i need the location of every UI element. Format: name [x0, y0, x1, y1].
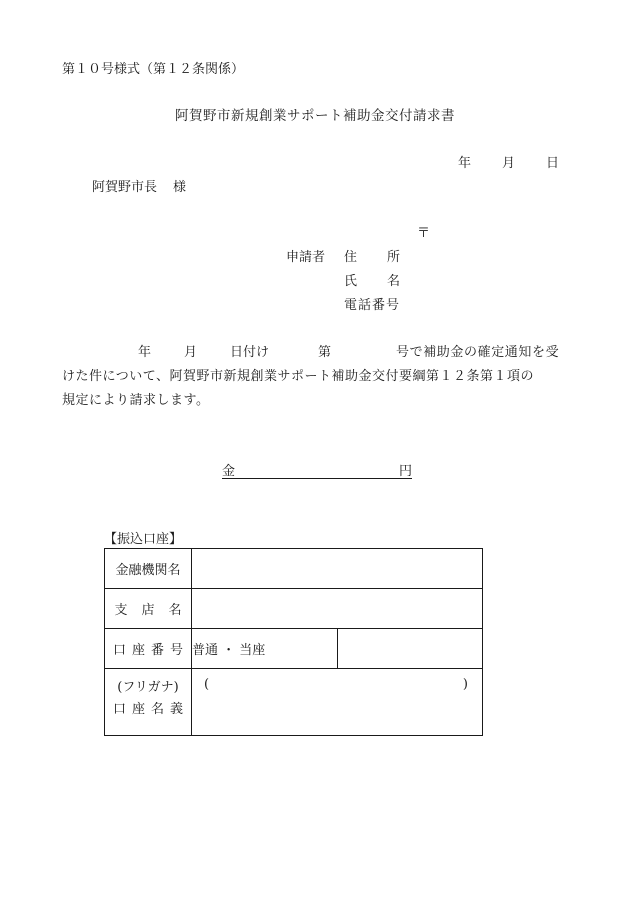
document-title: 阿賀野市新規創業サポート補助金交付請求書 [175, 108, 455, 124]
body-line-3: 規定により請求します。 [62, 393, 210, 408]
form-number: 第１０号様式（第１２条関係） [62, 62, 245, 77]
account-type-option[interactable]: 普通 ・ 当座 [192, 629, 338, 669]
account-table [104, 548, 483, 736]
account-section-title: 【振込口座】 [104, 532, 183, 547]
body-dai: 第 [318, 345, 332, 360]
date-month-label: 月 [502, 156, 516, 171]
addressee-name: 阿賀野市長 [92, 180, 158, 195]
holder-label: 口 座 名 義 [112, 702, 184, 717]
kana-paren-open: ( [204, 677, 210, 692]
addressee [92, 176, 186, 195]
body-year: 年 [138, 345, 152, 360]
table-row [105, 629, 483, 669]
branch-name-label: 支 店 名 [105, 589, 192, 629]
account-holder-label [105, 669, 192, 736]
address-label-2: 所 [387, 250, 401, 265]
name-label-2: 名 [387, 274, 401, 289]
date-year-label: 年 [458, 156, 472, 171]
kana-label: (フリガナ) [117, 680, 179, 695]
table-row [105, 549, 483, 589]
table-row [105, 589, 483, 629]
body-month: 月 [184, 345, 198, 360]
bank-name-field[interactable] [192, 549, 483, 589]
body-line-2: けた件について、阿賀野市新規創業サポート補助金交付要綱第１２条第１項の [62, 369, 534, 384]
kana-paren-close: ) [462, 677, 468, 692]
applicant-role: 申請者 [286, 250, 326, 265]
amount-suffix: 円 [398, 464, 412, 479]
account-holder-field[interactable] [192, 669, 483, 736]
date-day-label: 日 [546, 156, 560, 171]
amount-prefix: 金 [222, 464, 236, 479]
bank-name-label: 金融機関名 [105, 549, 192, 589]
body-date-suffix: 日付け [230, 345, 270, 360]
name-label-1: 氏 [344, 274, 358, 289]
phone-label: 電話番号 [344, 298, 401, 313]
amount-line [222, 460, 412, 479]
table-row [105, 669, 483, 736]
postal-mark: 〒 [417, 226, 431, 241]
addressee-honorific: 様 [173, 180, 187, 195]
account-number-field[interactable] [337, 629, 483, 669]
branch-name-field[interactable] [192, 589, 483, 629]
body-notice-text: 号で補助金の確定通知を受 [396, 345, 560, 360]
account-number-label: 口 座 番 号 [105, 629, 192, 669]
address-label-1: 住 [344, 250, 358, 265]
